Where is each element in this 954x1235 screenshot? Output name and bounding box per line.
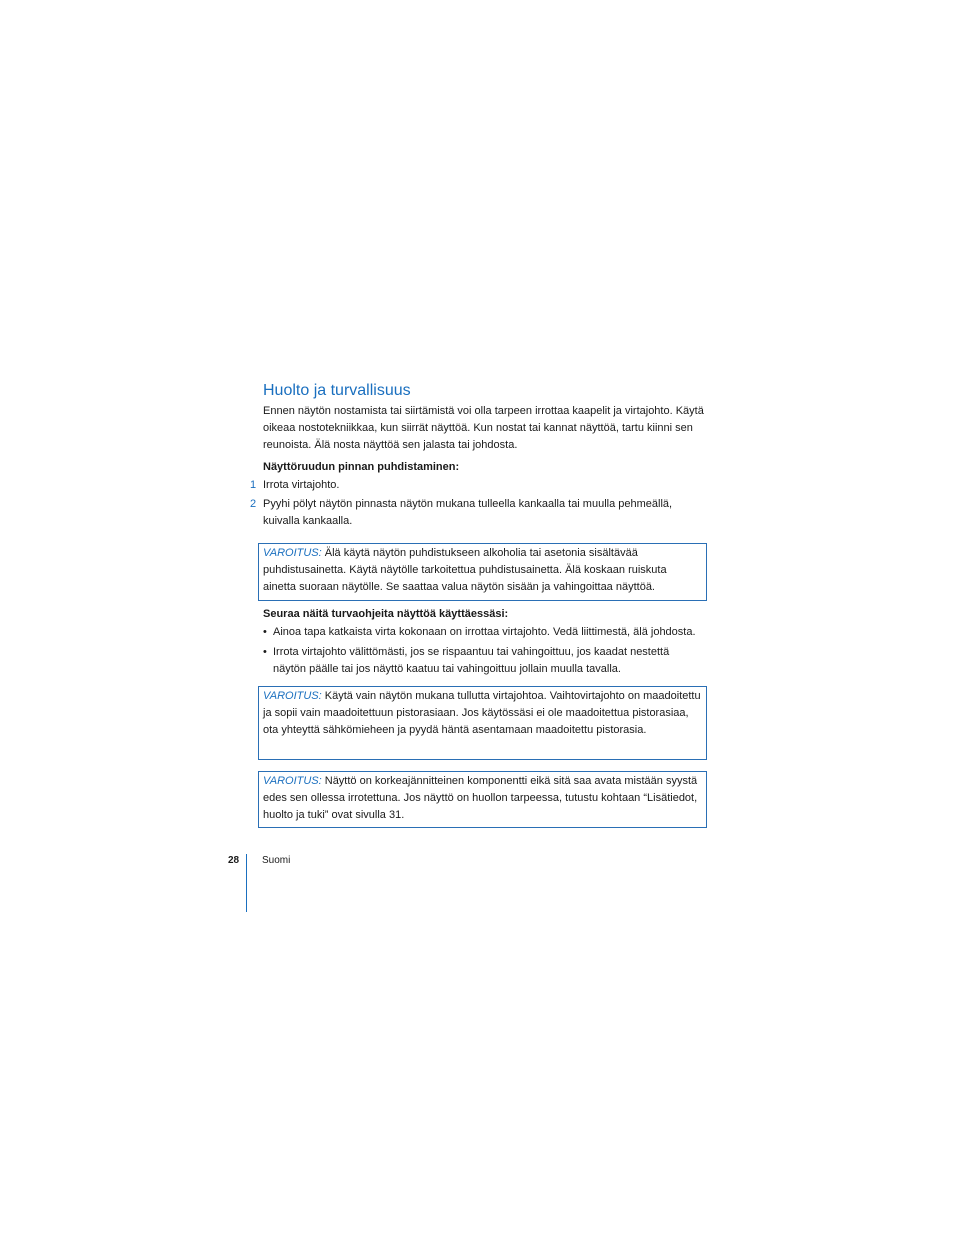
safety-heading: Seuraa näitä turvaohjeita näyttöä käyttäessäsi: bbox=[263, 608, 509, 620]
warning-text: Näyttö on korkeajännitteinen komponentti eikä sitä saa avata mistään syystä edes sen ollessa irrotettuna. Jos näyttö on huollon tarpeessa, tutustu kohtaan “Lisätiedot, huolto ja tuki” ovat sivulla 31. bbox=[263, 775, 698, 821]
footer-divider bbox=[246, 854, 247, 912]
intro-paragraph: Ennen näytön nostamista tai siirtämistä voi olla tarpeen irrottaa kaapelit ja virtajohto. Käytä oikeaa nostotekniikkaa, kun siirrät näyttöä. Kun nostat tai kannat näyttöä, tartu kiinni sen reunoista. Älä nosta näyttöä sen jalasta tai johdosta. bbox=[263, 405, 704, 451]
warning-label: VAROITUS: bbox=[263, 690, 322, 702]
page-number: 28 bbox=[228, 855, 240, 866]
warning-text: Käytä vain näytön mukana tullutta virtajohtoa. Vaihtovirtajohto on maadoitettu ja sopii vain maadoitettuun pistorasiaan. Jos käytössäsi ei ole maadoitettua pistorasiaa, ota yhteyttä sähkömieheen ja pyydä häntä asentamaan maadoitettu pistorasia. bbox=[263, 690, 701, 736]
warning-text: Älä käytä näytön puhdistukseen alkoholia tai asetonia sisältävää puhdistusainetta. Käytä näytölle tarkoitettua puhdistusainetta. Älä koskaan ruiskuta ainetta suoraan näytölle. Se saattaa valua näytön sisään ja vahingoittaa näyttöä. bbox=[263, 547, 667, 593]
step-text: Pyyhi pölyt näytön pinnasta näytön mukana tulleella kankaalla tai muulla pehmeällä, kuivalla kankaalla. bbox=[263, 498, 673, 527]
safety-item-text: Ainoa tapa katkaista virta kokonaan on irrottaa virtajohto. Vedä liittimestä, älä johdosta. bbox=[273, 626, 696, 638]
bullet-icon: • bbox=[263, 646, 267, 658]
warning-box bbox=[258, 686, 707, 760]
safety-item-text: Irrota virtajohto välittömästi, jos se rispaantuu tai vahingoittuu, jos kaadat nestettä näytön päälle tai jos näyttö kaatuu tai vahingoittuu jollain muulla tavalla. bbox=[273, 646, 670, 675]
warning-box bbox=[258, 543, 707, 601]
step-number: 1 bbox=[250, 479, 257, 491]
footer-language: Suomi bbox=[262, 855, 291, 866]
warning-label: VAROITUS: bbox=[263, 547, 322, 559]
step-number: 2 bbox=[250, 498, 257, 510]
warning-label: VAROITUS: bbox=[263, 775, 322, 787]
bullet-icon: • bbox=[263, 626, 267, 638]
cleaning-heading: Näyttöruudun pinnan puhdistaminen: bbox=[263, 461, 460, 473]
step-text: Irrota virtajohto. bbox=[263, 479, 340, 491]
page-title: Huolto ja turvallisuus bbox=[263, 382, 411, 399]
warning-box bbox=[258, 771, 707, 828]
